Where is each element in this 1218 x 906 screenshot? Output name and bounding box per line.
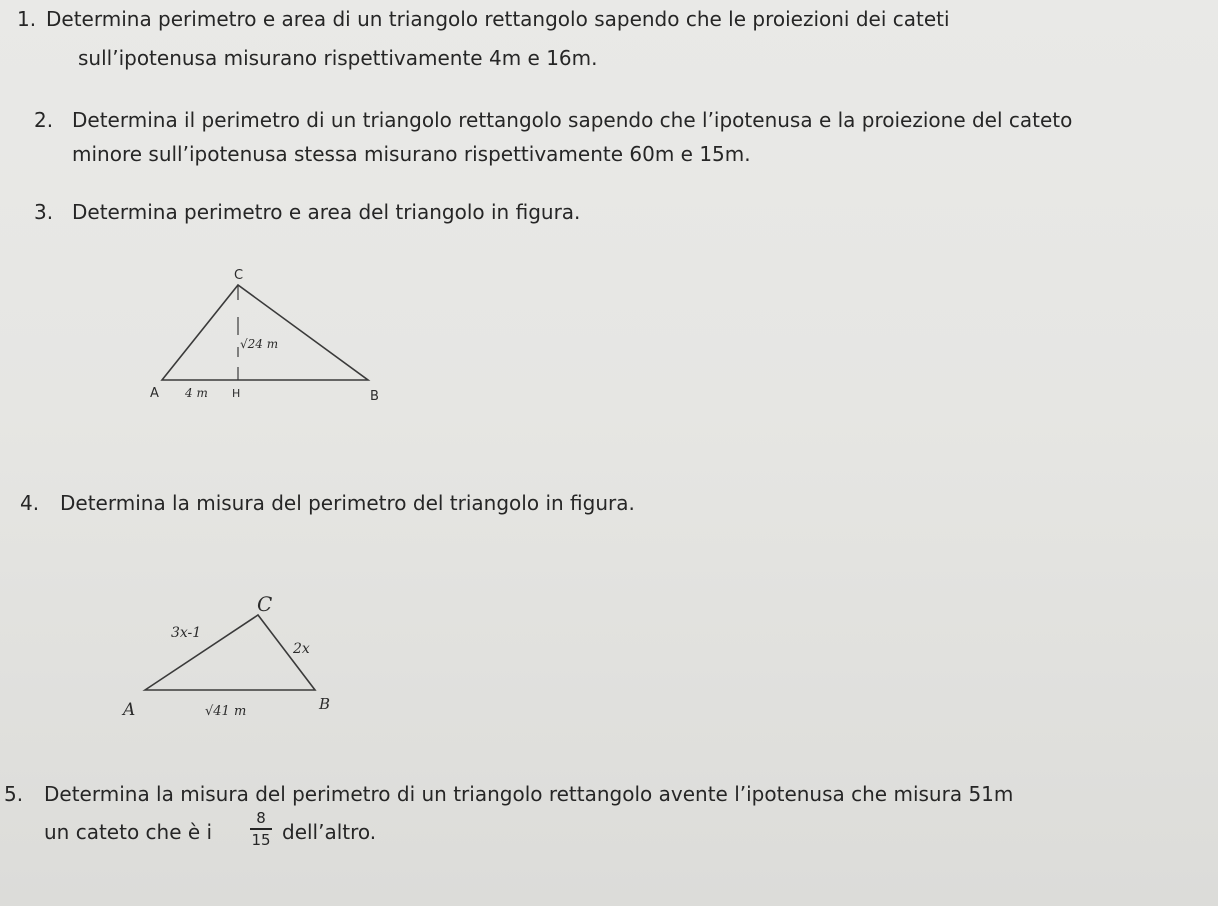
- fraction-eight-fifteenths: [250, 810, 272, 848]
- figure-3-vertex-h: H: [232, 387, 241, 400]
- figure-4-vertex-b: B: [319, 695, 331, 713]
- problem-5-line-2-start: un cateto che è i: [44, 820, 213, 844]
- problem-2-number: 2.: [34, 108, 54, 132]
- figure-3-triangle-outline: [162, 285, 368, 380]
- fraction-numerator: 8: [256, 809, 266, 827]
- problem-4-number: 4.: [20, 491, 40, 515]
- figure-4-side-ab-label: √41 m: [205, 704, 247, 719]
- fraction-bar: [250, 828, 272, 830]
- figure-4-triangle: [115, 585, 355, 725]
- figure-4-side-cb-label: 2x: [293, 641, 310, 657]
- problem-1-line-2: sull’ipotenusa misurano rispettivamente 4m e 16m.: [78, 46, 598, 70]
- figure-4-vertex-a: A: [123, 700, 136, 720]
- problem-1-line-1: Determina perimetro e area di un triangolo rettangolo sapendo che le proiezioni dei cateti: [46, 7, 950, 31]
- figure-3-vertex-b: B: [370, 389, 379, 404]
- problem-2-line-1: Determina il perimetro di un triangolo rettangolo sapendo che l’ipotenusa e la proiezione del cateto: [72, 108, 1073, 132]
- problem-4-line-1: Determina la misura del perimetro del triangolo in figura.: [60, 491, 635, 515]
- problem-5-number: 5.: [4, 782, 24, 806]
- figure-3-vertex-c: C: [234, 268, 244, 283]
- problem-3-number: 3.: [34, 200, 54, 224]
- fraction-denominator: 15: [251, 831, 271, 849]
- problem-5-line-1: Determina la misura del perimetro di un triangolo rettangolo avente l’ipotenusa che misura 51m: [44, 782, 1014, 806]
- figure-3-vertex-a: A: [150, 386, 159, 401]
- problem-5-line-2-end: dell’altro.: [282, 820, 377, 844]
- figure-3-triangle: [130, 255, 400, 415]
- problem-2-line-2: minore sull’ipotenusa stessa misurano rispettivamente 60m e 15m.: [72, 142, 751, 166]
- figure-3-height-label: √24 m: [240, 337, 279, 351]
- figure-3-segment-label: 4 m: [185, 386, 208, 400]
- figure-4-vertex-c: C: [257, 592, 273, 616]
- problem-1-number: 1.: [17, 7, 37, 31]
- problem-3-line-1: Determina perimetro e area del triangolo in figura.: [72, 200, 581, 224]
- figure-4-side-ac-label: 3x-1: [171, 625, 202, 641]
